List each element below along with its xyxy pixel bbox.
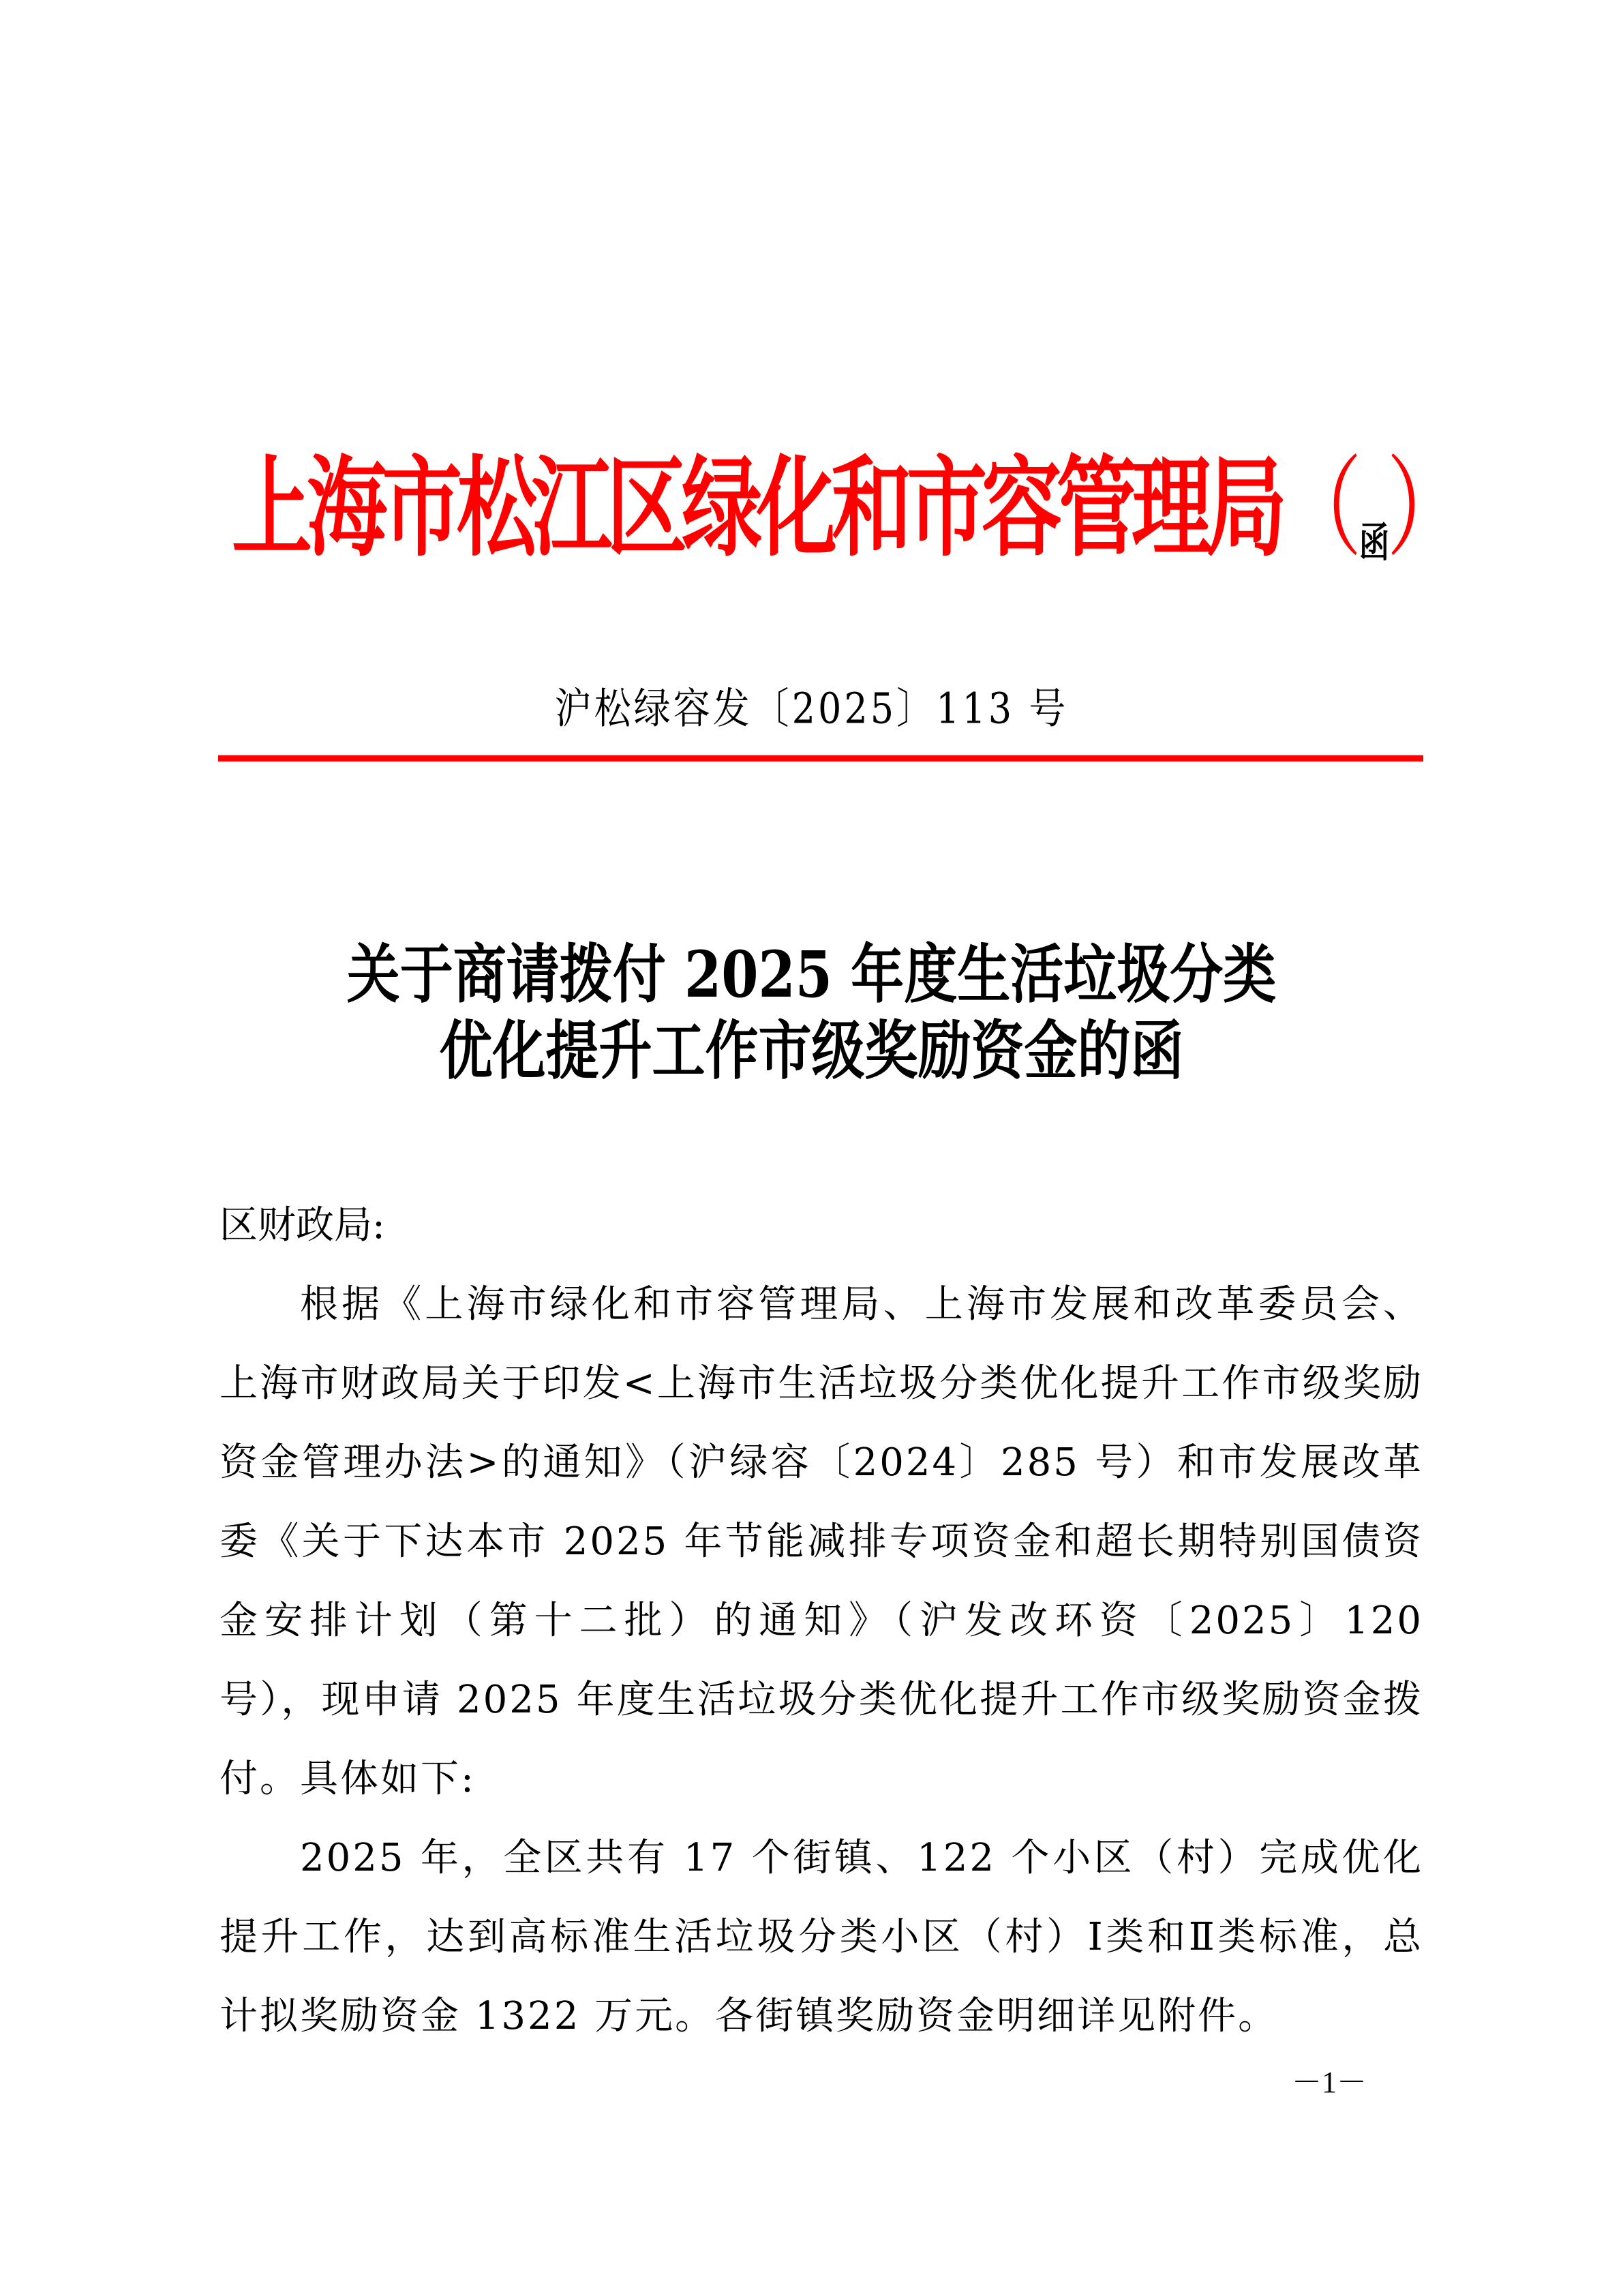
red-separator-line — [218, 755, 1423, 761]
subject-line-2: 优化提升工作市级奖励资金的函 — [439, 1014, 1184, 1089]
document-subject — [0, 937, 1623, 1090]
document-number — [0, 682, 1623, 736]
subject-line-1: 关于商请拨付 2025 年度生活垃圾分类 — [346, 937, 1277, 1012]
document-number-text: 沪松绿容发〔2025〕113 号 — [554, 684, 1069, 734]
document-body — [219, 1186, 1423, 2056]
salutation: 区财政局: — [219, 1203, 385, 1248]
body-paragraph: 2025 年，全区共有 17 个街镇、122 个小区（村）完成优化提升工作，达到高标准生活垃圾分类小区（村）Ⅰ类和Ⅱ类标准，总计拟奖励资金 1322 万元。各街镇奖励资金明细详见附件。 — [219, 1836, 1423, 2038]
paren-open: （ — [1281, 444, 1357, 571]
page-number: －1－ — [1292, 2066, 1367, 2099]
document-type: 函 — [1359, 519, 1384, 567]
letterhead-title — [232, 416, 1461, 636]
issuing-organization: 上海市松江区绿化和市容管理局 — [232, 443, 1282, 571]
letterhead — [232, 443, 1462, 586]
body-paragraph: 根据《上海市绿化和市容管理局、上海市发展和改革委员会、上海市财政局关于印发<上海市生活垃圾分类优化提升工作市级奖励资金管理办法>的通知》（沪绿容〔2024〕285 号）和市发展改革委《关于下达本市 2025 年节能减排专项资金和超长期特别国债资金安排计划（第十二批）的通知》（沪发改环资〔2025〕120 号），现申请 2025 年度生活垃圾分类优化提升工作市级奖励资金拨付。具体如下: — [219, 1282, 1423, 1801]
paren-close: ） — [1386, 444, 1462, 571]
